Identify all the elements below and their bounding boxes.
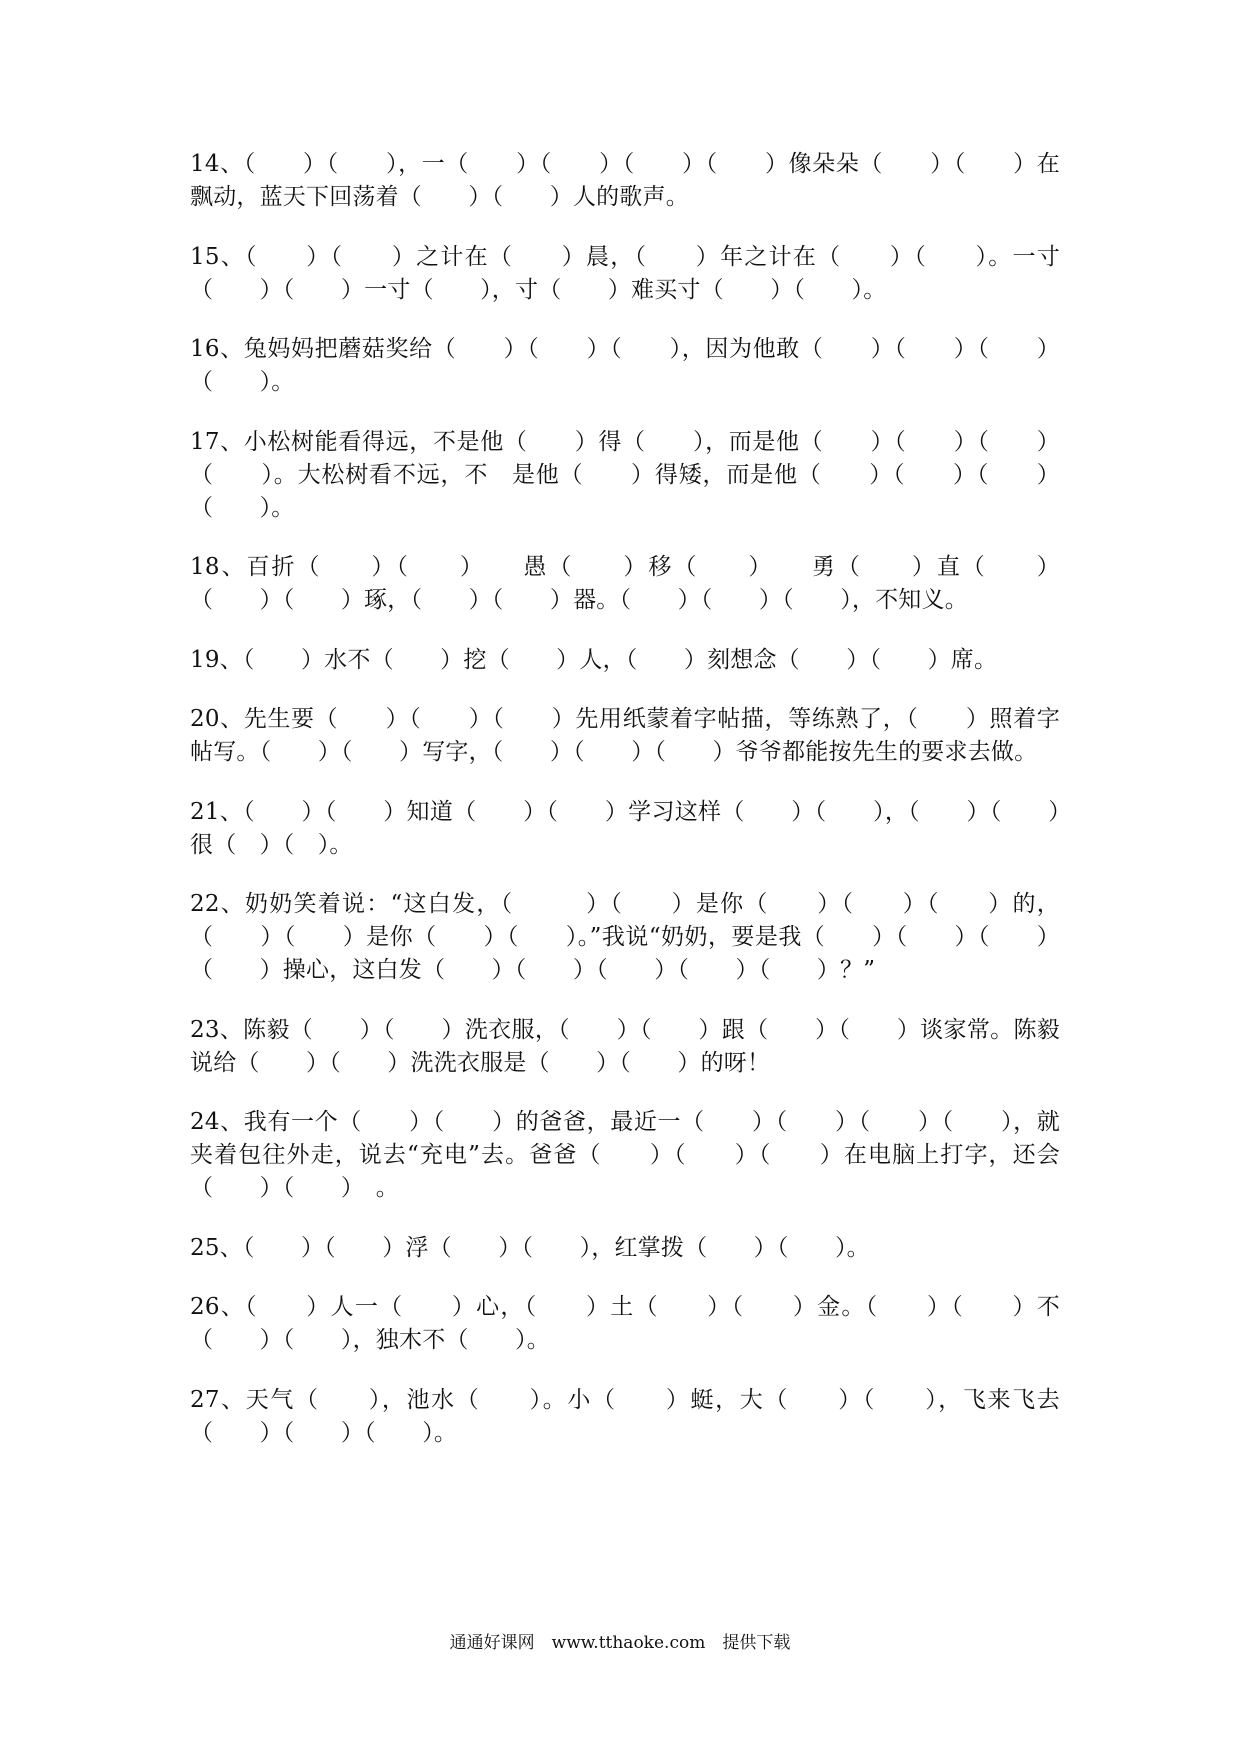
- question-25: 25、（ ）（ ）浮（ ）（ ），红掌拨（ ）（ ）。: [190, 1234, 870, 1261]
- question-23: 23、陈毅（ ）（ ）洗衣服，（ ）（ ）跟（ ）（ ）谈家常。陈毅说给（ ）（ ）洗洗衣服是（ ）（ ）的呀！: [190, 1016, 1060, 1076]
- question-26: 26、（ ）人一（ ）心，（ ）土（ ）（ ）金。（ ）（ ）不（ ）（ ），独木不（ ）。: [190, 1294, 1060, 1353]
- page-footer: 通通好课网 www.tthaoke.com 提供下载: [449, 1633, 791, 1653]
- question-18: 18、百折（ ）（ ） 愚（ ）移（ ） 勇（ ）直（ ）（ ）（ ）琢，（ ）（ ）器。（ ）（ ）（ ），不知义。: [190, 554, 1060, 613]
- question-16: 16、兔妈妈把蘑菇奖给（ ）（ ）（ ），因为他敢（ ）（ ）（ ）（ ）。: [190, 336, 1060, 395]
- question-15: 15、（ ）（ ）之计在（ ）晨，（ ）年之计在（ ）（ ）。一寸（ ）（ ）一寸（ ），寸（ ）难买寸（ ）（ ）。: [190, 243, 1060, 303]
- question-27: 27、天气（ ），池水（ ）。小（ ）蜓，大（ ）（ ），飞来飞去（ ）（ ）（ ）。: [190, 1386, 1060, 1446]
- question-19: 19、（ ）水不（ ）挖（ ）人，（ ）刻想念（ ）（ ）席。: [190, 646, 998, 673]
- question-24: 24、我有一个（ ）（ ）的爸爸，最近一（ ）（ ）（ ）（ ），就夹着包往外走，说去“充电”去。爸爸（ ）（ ）（ ）在电脑上打字，还会（ ）（ ） 。: [190, 1109, 1060, 1201]
- question-21: 21、（ ）（ ）知道（ ）（ ）学习这样（ ）（ ），（ ）（ ）很（ ）（ ）。: [190, 798, 1060, 858]
- question-14: 14、（ ）（ ），一（ ）（ ）（ ）（ ）像朵朵（ ）（ ）在飘动，蓝天下回荡着（ ）（ ）人的歌声。: [190, 151, 1060, 210]
- question-20: 20、先生要（ ）（ ）（ ）先用纸蒙着字帖描，等练熟了，（ ）照着字帖写。（ ）（ ）写字，（ ）（ ）（ ）爷爷都能按先生的要求去做。: [190, 706, 1060, 765]
- worksheet-content: [190, 148, 1060, 1476]
- question-17: 17、小松树能看得远，不是他（ ）得（ ），而是他（ ）（ ）（ ）（ ）。大松树看不远，不 是他（ ）得矮，而是他（ ）（ ）（ ）（ ）。: [190, 428, 1060, 521]
- question-22: 22、奶奶笑着说：“这白发，（ ）（ ）是你（ ）（ ）（ ）的，（ ）（ ）是你（ ）（ ）。”我说“奶奶，要是我（ ）（ ）（ ）（ ）操心，这白发（ ）（ ）（ ）（ ）（ ）？”: [190, 891, 1060, 983]
